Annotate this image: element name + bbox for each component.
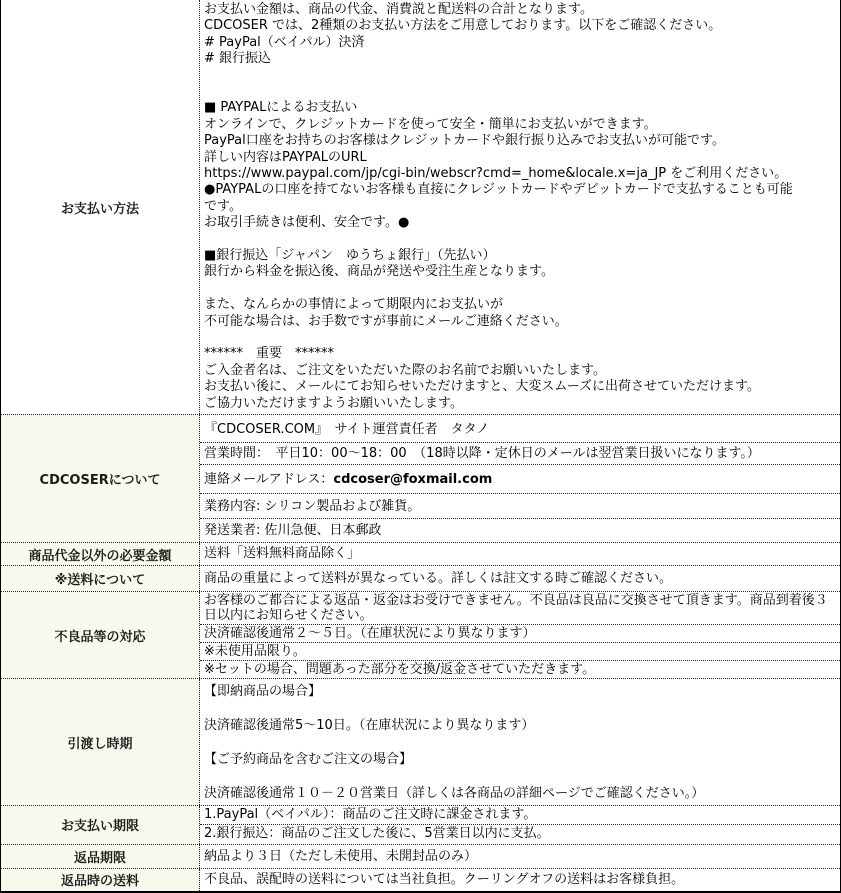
text-line: また、なんらかの事情によって期限内にお支払いが (204, 297, 504, 313)
section-label-delivery-time: 引渡し時期 (1, 679, 200, 805)
content-row (200, 806, 840, 824)
section-label-return-shipping: 返品時の送料 (1, 869, 200, 891)
section-content-payment-deadline (200, 806, 840, 844)
section-content-about-cdcoser (200, 415, 840, 542)
text-line: 送料「送料無料商品除く」 (204, 546, 361, 562)
content-row (200, 660, 840, 678)
section-defective-items (1, 591, 840, 678)
section-label-payment-deadline: お支払い期限 (1, 806, 200, 844)
text-line: ■銀行振込「ジャパン ゆうちょ銀行」（先払い） (204, 248, 496, 264)
content-row (200, 543, 840, 565)
text-line: 1.PayPal（ベイパル）：商品のご注文時に課金されます。 (204, 807, 537, 823)
text-line: 決済確認後通常5～10日。（在庫状況により異なります） (204, 718, 535, 734)
section-label-about-cdcoser: CDCOSERについて (1, 415, 200, 542)
text-line (204, 232, 838, 248)
section-return-deadline (1, 844, 840, 868)
section-return-shipping (1, 868, 840, 891)
content-row (200, 624, 840, 642)
content-row (200, 415, 840, 442)
section-content-extra-fees (200, 543, 840, 565)
section-content-payment-method (200, 0, 840, 414)
text-line: 【ご予約商品を含むご注文の場合】 (204, 752, 413, 768)
text-line: 業務内容: シリコン製品および雑貨。 (204, 499, 421, 515)
text-line: PayPal口座をお持ちのお客様はクレジットカードや銀行振り込みでお支払いが可能です。 (204, 133, 725, 149)
text-line: お取引手続きは便利、安全です。● (204, 215, 410, 231)
content-row (200, 566, 840, 591)
section-label-payment-method: お支払い方法 (1, 0, 200, 414)
content-row (200, 845, 840, 868)
section-content-return-deadline (200, 845, 840, 868)
section-content-delivery-time (200, 679, 840, 805)
section-label-defective-items: 不良品等の対応 (1, 592, 200, 678)
text-line: ご入金者名は、ご注文をいただいた際のお名前でお願いいたします。 (204, 362, 606, 378)
text-line: ■ PAYPALによるお支払い (204, 100, 358, 116)
text-line: # PayPal（ベイパル）決済 (204, 34, 365, 50)
text-line: 営業時間： 平日10：00～18：00 （18時以降・定休日のメールは翌営業日扱いになります。） (204, 446, 760, 462)
content-row (200, 493, 840, 518)
text-line: ****** 重要 ****** (204, 346, 335, 362)
text-line: 不良品、誤配時の送料については当社負担。クーリングオフの送料はお客様負担。 (204, 871, 685, 887)
text-line: https://www.paypal.com/jp/cgi-bin/webscr?cmd=_home&locale.x=ja_JP をご利用ください。 (204, 166, 788, 182)
text-line (204, 84, 838, 100)
text-line: 2.銀行振込：商品のご注文した後に、5営業日以内に支払。 (204, 826, 550, 842)
section-label-shipping-note: ※送料について (1, 566, 200, 591)
text-line (204, 734, 838, 751)
text-line (204, 281, 838, 297)
text-line: 商品の重量によって送料が異なっている。詳しくは註文する時ご確認ください。 (204, 571, 673, 587)
content-row (200, 0, 840, 414)
text-line: お客様のご都合による返品・返金はお受けできません。不良品は良品に交換させて頂きます。商品到着後３日以内にお知らせください。 (204, 593, 828, 624)
section-label-extra-fees: 商品代金以外の必要金額 (1, 543, 200, 565)
content-row (200, 464, 840, 493)
section-content-defective-items (200, 592, 840, 678)
contact-email-label: 連絡メールアドレス： (204, 472, 334, 488)
content-row (200, 679, 840, 805)
text-line (204, 330, 838, 346)
content-row (200, 518, 840, 542)
text-line: です。 (204, 198, 242, 214)
text-line: 銀行から料金を振込後、商品が発送や受注生産となります。 (204, 264, 554, 280)
text-line (204, 768, 838, 785)
text-line: # 銀行振込 (204, 51, 272, 67)
text-line: お支払い後に、メールにてお知らせいただけますと、大変スムーズに出荷させていただけます。 (204, 379, 761, 395)
text-line: 決済確認後通常２～５日。（在庫状況により異なります） (204, 626, 536, 642)
text-line: 納品より３日（ただし未使用、未開封品のみ） (204, 848, 478, 864)
section-content-shipping-note (200, 566, 840, 591)
section-payment-method (1, 0, 840, 414)
text-line: ご協力いただけますようお願いいたします。 (204, 395, 463, 411)
text-line: ※未使用品限り。 (204, 644, 306, 660)
section-delivery-time (1, 678, 840, 805)
text-line: 詳しい内容はPAYPALのURL (204, 149, 367, 165)
section-label-return-deadline: 返品期限 (1, 845, 200, 868)
content-row (200, 869, 840, 891)
contact-email: cdcoser@foxmail.com (333, 472, 493, 488)
text-line: 【即納商品の場合】 (204, 684, 322, 700)
section-content-return-shipping (200, 869, 840, 891)
text-line: 『CDCOSER.COM』 サイト運営責任者 タタノ (204, 422, 490, 438)
section-shipping-note (1, 565, 840, 591)
text-line: お支払い金額は、商品の代金、消費説と配送料の合計となります。 (204, 2, 593, 17)
content-row (200, 442, 840, 464)
text-line: 不可能な場合は、お手数ですが事前にメールご連絡ください。 (204, 313, 568, 329)
text-line: CDCOSER では、2種類のお支払い方法をご用意しております。以下をご確認ください。 (204, 18, 722, 34)
content-row (200, 592, 840, 624)
text-line (204, 700, 838, 717)
text-line: ●PAYPALの口座を持てないお客様も直接にクレジットカードやデビットカードで支払することも可能 (204, 182, 793, 198)
text-line: オンラインで、クレジットカードを使って安全・簡単にお支払いができます。 (204, 116, 657, 132)
section-payment-deadline (1, 805, 840, 844)
text-line: 発送業者: 佐川急便、日本郵政 (204, 523, 382, 539)
content-row (200, 642, 840, 660)
text-line: ※セットの場合、問題あった部分を交換/返金させていただきます。 (204, 662, 596, 678)
section-extra-fees (1, 542, 840, 565)
text-line (204, 68, 838, 84)
content-row (200, 824, 840, 843)
text-line: 決済確認後通常１０－２０営業日（詳しくは各商品の詳細ページでご確認ください。） (204, 786, 705, 802)
section-about-cdcoser (1, 414, 840, 542)
